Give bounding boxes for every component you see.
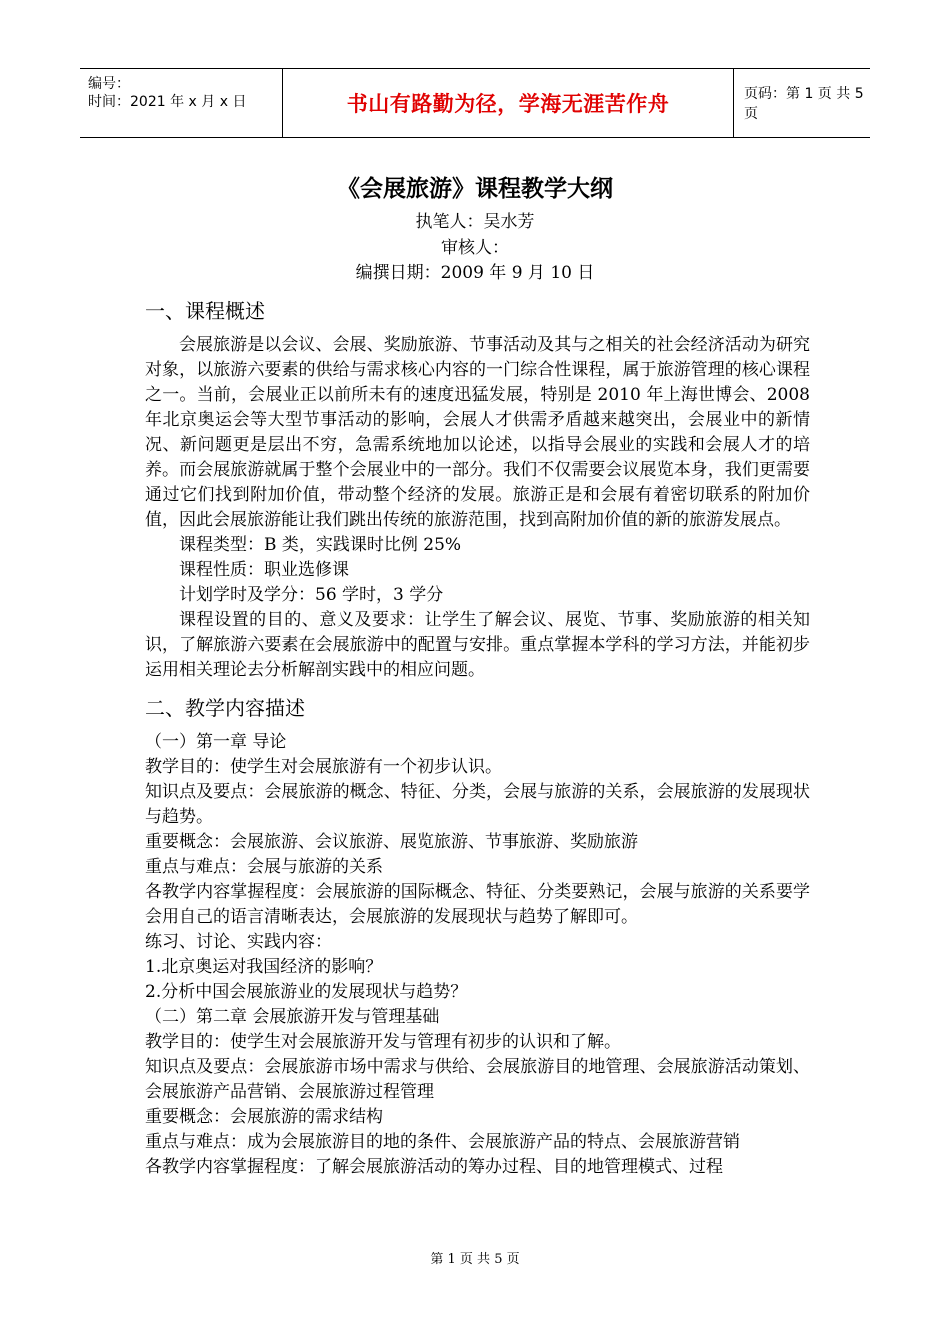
header-motto-cell [282,69,734,137]
overview-paragraph: 会展旅游是以会议、会展、奖励旅游、节事活动及其与之相关的社会经济活动为研究对象，以旅游六要素的供给与需求核心内容的一门综合性课程，属于旅游管理的核心课程之一。当前，会展业正以前所未有的速度迅猛发展，特别是 2010 年上海世博会、2008 年北京奥运会等大型节事活动的影响，会展人才供需矛盾越来越突出，会展业中的新情况、新问题更是层出不穷，急需系统地加以论述，以指导会展业的实践和会展人才的培养。而会展旅游就属于整个会展业中的一部分。我们不仅需要会议展览本身，我们更需要通过它们找到附加价值，带动整个经济的发展。旅游正是和会展有着密切联系的附加价值，因此会展旅游能让我们跳出传统的旅游范围，找到高附加价值的新的旅游发展点。 [145,335,810,530]
chapter-1-points: 知识点及要点：会展旅游的概念、特征、分类，会展与旅游的关系，会展旅游的发展现状与趋势。 [145,782,810,827]
course-hours: 计划学时及学分：56 学时，3 学分 [179,585,444,605]
section-heading-overview: 一、课程概述 [145,299,265,323]
chapter-1-mastery: 各教学内容掌握程度：会展旅游的国际概念、特征、分类要熟记，会展与旅游的关系要学会用自己的语言清晰表达，会展旅游的发展现状与趋势了解即可。 [145,882,810,927]
time-label: 时间：2021 年 x 月 x 日 [88,94,247,110]
course-nature: 课程性质：职业选修课 [179,560,349,580]
chapter-2-mastery: 各教学内容掌握程度：了解会展旅游活动的筹办过程、目的地管理模式、过程 [145,1157,723,1177]
page-info: 页码：第 1 页 共 5 页 [744,86,864,122]
header-table [80,68,870,138]
chapter-2-key: 重点与难点：成为会展旅游目的地的条件、会展旅游产品的特点、会展旅游营销 [145,1132,740,1152]
chapter-1-practice: 练习、讨论、实践内容： [145,932,332,952]
motto-text: 书山有路勤为径，学海无涯苦作舟 [346,92,670,116]
reviewer-line: 审核人： [441,238,509,258]
document-title: 《会展旅游》课程教学大纲 [337,176,613,202]
chapter-1-concepts: 重要概念：会展旅游、会议旅游、展览旅游、节事旅游、奖励旅游 [145,832,638,852]
section-heading-content: 二、教学内容描述 [145,696,305,720]
chapter-2-concepts: 重要概念：会展旅游的需求结构 [145,1107,383,1127]
document-body [145,296,810,1180]
number-label: 编号： [88,76,130,92]
chapter-1-question-2: 2.分析中国会展旅游业的发展现状与趋势？ [145,982,468,1002]
chapter-1-question-1: 1.北京奥运对我国经济的影响？ [145,957,383,977]
course-goal: 课程设置的目的、意义及要求：让学生了解会议、展览、节事、奖励旅游的相关知识，了解旅游六要素在会展旅游中的配置与安排。重点掌握本学科的学习方法，并能初步运用相关理论去分析解剖实践中的相应问题。 [145,610,810,680]
header-meta-cell [80,69,282,137]
chapter-2-goal: 教学目的：使学生对会展旅游开发与管理有初步的认识和了解。 [145,1032,621,1052]
chapter-1-key: 重点与难点：会展与旅游的关系 [145,857,383,877]
page-footer: 第 1 页 共 5 页 [430,1252,520,1267]
chapter-1-title: （一）第一章 导论 [145,732,287,752]
chapter-2-points: 知识点及要点：会展旅游市场中需求与供给、会展旅游目的地管理、会展旅游活动策划、会展旅游产品营销、会展旅游过程管理 [145,1057,810,1102]
chapter-1-goal: 教学目的：使学生对会展旅游有一个初步认识。 [145,757,502,777]
chapter-2-title: （二）第二章 会展旅游开发与管理基础 [145,1007,440,1027]
course-type: 课程类型：B 类，实践课时比例 25% [179,535,462,555]
author-line: 执笔人：吴水芳 [415,212,535,232]
date-line: 编撰日期：2009 年 9 月 10 日 [355,263,595,283]
